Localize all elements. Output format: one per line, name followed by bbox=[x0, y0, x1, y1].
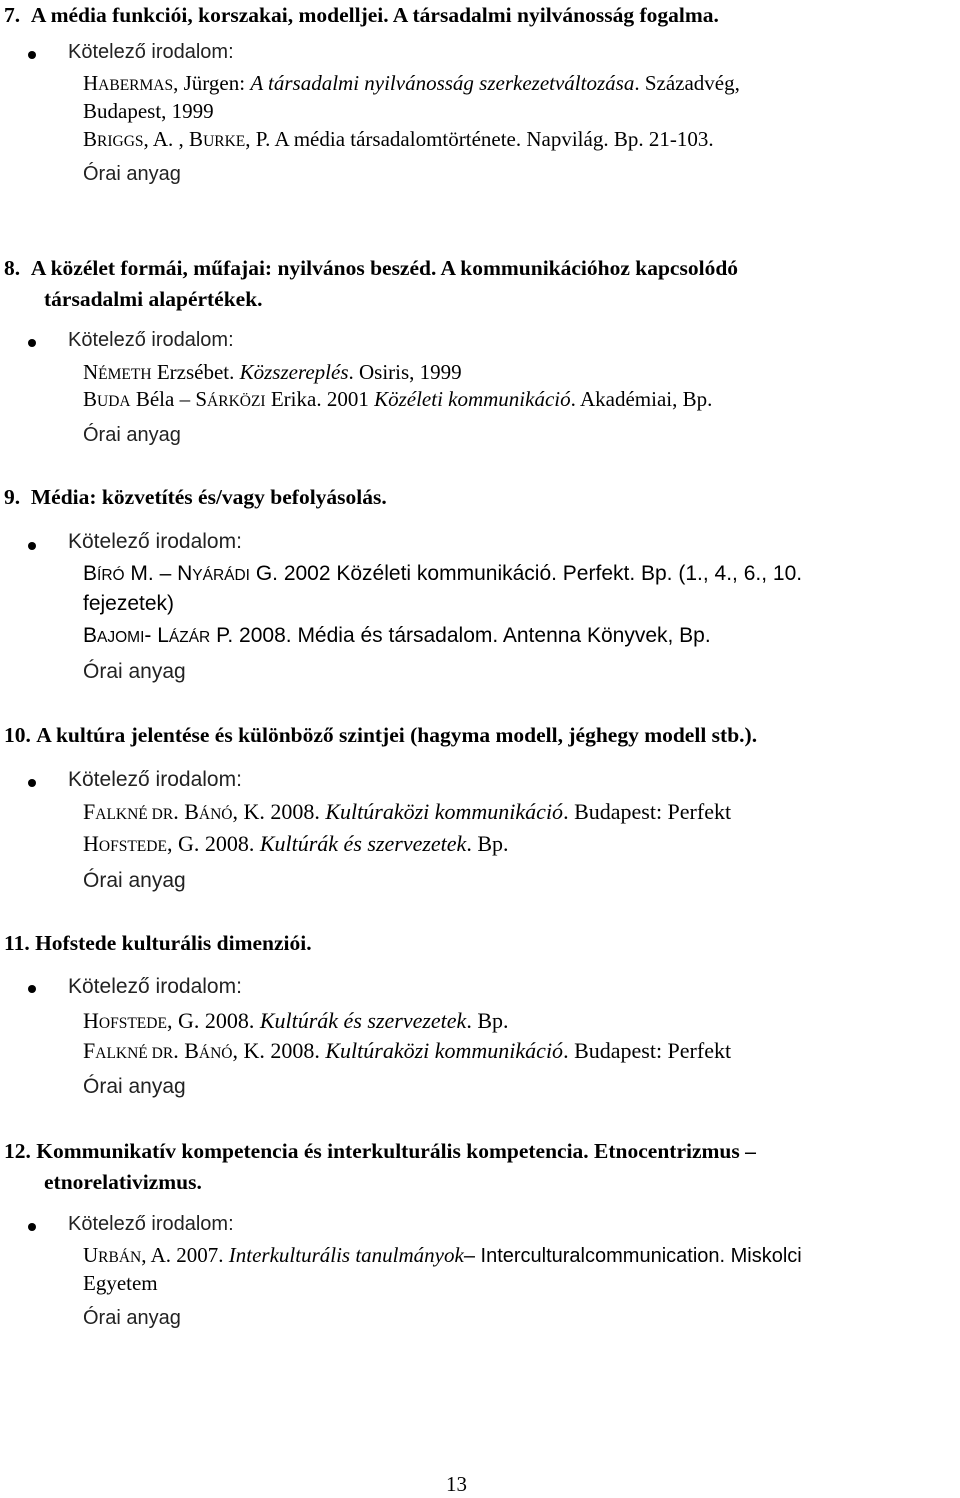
required-reading-label: Kötelező irodalom: bbox=[68, 768, 242, 791]
reference-line: FALKNÉ DR. BÁNÓ, K. 2008. Kultúraközi kommunikáció. Budapest: Perfekt bbox=[83, 1038, 732, 1063]
bullet-icon bbox=[28, 51, 36, 59]
reference-line: NÉMETH Erzsébet. Közszereplés. Osiris, 1999 bbox=[83, 360, 462, 384]
class-material-label: Órai anyag bbox=[83, 163, 181, 185]
section-heading: 9. Média: közvetítés és/vagy befolyásolás. bbox=[4, 485, 387, 509]
bullet-icon bbox=[28, 779, 36, 787]
section-heading: 7. A média funkciói, korszakai, modelljei. A társadalmi nyilvánosság fogalma. bbox=[4, 3, 719, 27]
reference-line: HOFSTEDE, G. 2008. Kultúrák és szervezetek. Bp. bbox=[83, 1008, 509, 1033]
class-material-label: Órai anyag bbox=[83, 660, 186, 683]
reference-line: BUDA Béla – SÁRKÖZI Erika. 2001 Közéleti kommunikáció. Akadémiai, Bp. bbox=[83, 387, 713, 411]
section-heading: 10. A kultúra jelentése és különböző szintjei (hagyma modell, jéghegy modell stb.). bbox=[4, 723, 758, 747]
required-reading-label: Kötelező irodalom: bbox=[68, 530, 242, 553]
page-number: 13 bbox=[446, 1472, 467, 1496]
class-material-label: Órai anyag bbox=[83, 869, 186, 892]
class-material-label: Órai anyag bbox=[83, 424, 181, 446]
reference-line: HABERMAS, Jürgen: A társadalmi nyilvánosság szerkezetváltozása. Századvég, bbox=[83, 71, 740, 95]
required-reading-label: Kötelező irodalom: bbox=[68, 41, 234, 63]
bullet-icon bbox=[28, 1223, 36, 1231]
section-heading: 8. A közélet formái, műfajai: nyilvános beszéd. A kommunikációhoz kapcsolódó bbox=[4, 256, 739, 280]
reference-line: BAJOMI- LÁZÁR P. 2008. Média és társadalom. Antenna Könyvek, Bp. bbox=[83, 624, 711, 647]
class-material-label: Órai anyag bbox=[83, 1075, 186, 1098]
required-reading-label: Kötelező irodalom: bbox=[68, 1213, 234, 1235]
reference-line: fejezetek) bbox=[83, 592, 175, 615]
required-reading-label: Kötelező irodalom: bbox=[68, 329, 234, 351]
class-material-label: Órai anyag bbox=[83, 1307, 181, 1329]
section-heading-continued: társadalmi alapértékek. bbox=[44, 287, 263, 311]
bullet-icon bbox=[28, 542, 36, 550]
reference-line: BRIGGS, A. , BURKE, P. A média társadalomtörténete. Napvilág. Bp. 21-103. bbox=[83, 127, 714, 151]
bullet-icon bbox=[28, 339, 36, 347]
section-heading-continued: etnorelativizmus. bbox=[44, 1170, 202, 1194]
reference-line: FALKNÉ DR. BÁNÓ, K. 2008. Kultúraközi kommunikáció. Budapest: Perfekt bbox=[83, 799, 732, 824]
reference-line: HOFSTEDE, G. 2008. Kultúrák és szervezetek. Bp. bbox=[83, 831, 509, 856]
reference-line: BÍRÓ M. – NYÁRÁDI G. 2002 Közéleti kommunikáció. Perfekt. Bp. (1., 4., 6., 10. bbox=[83, 562, 803, 585]
required-reading-label: Kötelező irodalom: bbox=[68, 975, 242, 998]
bullet-icon bbox=[28, 985, 36, 993]
reference-line: Egyetem bbox=[83, 1271, 158, 1295]
reference-line: URBÁN, A. 2007. Interkulturális tanulmányok– Interculturalcommunication. Miskolci bbox=[83, 1243, 802, 1267]
section-heading: 11. Hofstede kulturális dimenziói. bbox=[4, 931, 312, 955]
reference-line: Budapest, 1999 bbox=[83, 99, 214, 123]
section-heading: 12. Kommunikatív kompetencia és interkulturális kompetencia. Etnocentrizmus – bbox=[4, 1139, 756, 1163]
